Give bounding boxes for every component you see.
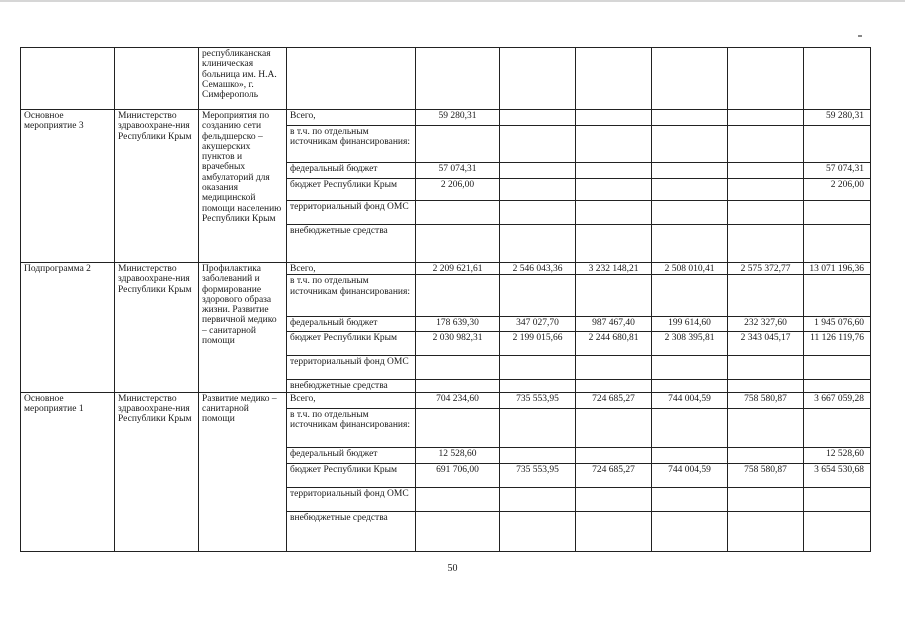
- year-value-cell: [728, 179, 804, 201]
- year-value-cell: [500, 380, 576, 392]
- row-program-cell: Основное мероприятие 3: [21, 110, 115, 263]
- page-number: 50: [447, 563, 458, 574]
- year-value-cell: [728, 380, 804, 392]
- year-value-cell: [652, 511, 728, 551]
- year-value-cell: 987 467,40: [576, 317, 652, 332]
- year-value-cell: 704 234,60: [416, 392, 500, 408]
- funding-source-cell: в т.ч. по отдельным источникам финансирования:: [287, 126, 416, 163]
- total-value-cell: 1 945 076,60: [804, 317, 871, 332]
- year-value-cell: [416, 408, 500, 447]
- year-value-cell: [652, 447, 728, 463]
- year-value-cell: [652, 356, 728, 380]
- year-value-cell: [576, 126, 652, 163]
- carry-over-row: [21, 48, 871, 110]
- year-value-cell: [576, 201, 652, 225]
- total-value-cell: 2 206,00: [804, 179, 871, 201]
- year-value-cell: 2 206,00: [416, 179, 500, 201]
- year-value-cell: [728, 201, 804, 225]
- year-value-cell: [652, 110, 728, 126]
- year-value-cell: [728, 126, 804, 163]
- total-value-cell: 11 126 119,76: [804, 332, 871, 356]
- year-value-cell: [500, 201, 576, 225]
- year-value-cell: [728, 225, 804, 263]
- year-value-cell: [416, 225, 500, 263]
- funding-source-cell: федеральный бюджет: [287, 317, 416, 332]
- cell-value: [652, 48, 728, 110]
- year-value-cell: 735 553,95: [500, 463, 576, 487]
- year-value-cell: [500, 225, 576, 263]
- year-value-cell: 744 004,59: [652, 392, 728, 408]
- year-value-cell: [416, 356, 500, 380]
- row-executor-cell: Министерство здравоохране-ния Республики Крым: [115, 392, 199, 551]
- row-activity-name-cell: Развитие медико – санитарной помощи: [199, 392, 287, 551]
- year-value-cell: [728, 408, 804, 447]
- year-value-cell: [652, 179, 728, 201]
- table-row: [21, 110, 871, 126]
- funding-source-cell: внебюджетные средства: [287, 511, 416, 551]
- total-value-cell: 59 280,31: [804, 110, 871, 126]
- cell-value: [416, 48, 500, 110]
- year-value-cell: [728, 447, 804, 463]
- cell-executor: [115, 48, 199, 110]
- year-value-cell: [416, 487, 500, 511]
- year-value-cell: [500, 356, 576, 380]
- year-value-cell: 2 508 010,41: [652, 263, 728, 275]
- total-value-cell: [804, 275, 871, 317]
- table-row: [21, 392, 871, 408]
- year-value-cell: [576, 487, 652, 511]
- funding-source-cell: в т.ч. по отдельным источникам финансирования:: [287, 275, 416, 317]
- year-value-cell: [652, 201, 728, 225]
- total-value-cell: [804, 511, 871, 551]
- year-value-cell: 758 580,87: [728, 392, 804, 408]
- total-value-cell: [804, 356, 871, 380]
- total-value-cell: [804, 126, 871, 163]
- year-value-cell: 2 546 043,36: [500, 263, 576, 275]
- year-value-cell: [652, 126, 728, 163]
- year-value-cell: [652, 380, 728, 392]
- year-value-cell: [576, 356, 652, 380]
- year-value-cell: 178 639,30: [416, 317, 500, 332]
- year-value-cell: [500, 275, 576, 317]
- funding-source-cell: территориальный фонд ОМС: [287, 487, 416, 511]
- year-value-cell: [576, 408, 652, 447]
- year-value-cell: [652, 408, 728, 447]
- total-value-cell: 3 654 530,68: [804, 463, 871, 487]
- year-value-cell: [416, 275, 500, 317]
- year-value-cell: 59 280,31: [416, 110, 500, 126]
- year-value-cell: 2 209 621,61: [416, 263, 500, 275]
- cell-value: [728, 48, 804, 110]
- year-value-cell: [652, 487, 728, 511]
- row-program-cell: Подпрограмма 2: [21, 263, 115, 393]
- year-value-cell: 2 199 015,66: [500, 332, 576, 356]
- year-value-cell: [728, 511, 804, 551]
- funding-source-cell: бюджет Республики Крым: [287, 179, 416, 201]
- year-value-cell: [500, 126, 576, 163]
- year-value-cell: [576, 275, 652, 317]
- cell-value: [576, 48, 652, 110]
- total-value-cell: [804, 201, 871, 225]
- year-value-cell: 735 553,95: [500, 392, 576, 408]
- table-row: [21, 263, 871, 275]
- row-activity-name-cell: Мероприятия по созданию сети фельдшерско – акушерских пунктов и врачебных амбулаторий для оказания медицинской помощи населению Республики Крым: [199, 110, 287, 263]
- total-value-cell: 3 667 059,28: [804, 392, 871, 408]
- funding-source-cell: бюджет Республики Крым: [287, 332, 416, 356]
- year-value-cell: [576, 511, 652, 551]
- cell-value: [500, 48, 576, 110]
- year-value-cell: 724 685,27: [576, 463, 652, 487]
- cell-total: [804, 48, 871, 110]
- year-value-cell: 3 232 148,21: [576, 263, 652, 275]
- total-value-cell: [804, 487, 871, 511]
- year-value-cell: [500, 408, 576, 447]
- row-executor-cell: Министерство здравоохране-ния Республики Крым: [115, 110, 199, 263]
- year-value-cell: 2 308 395,81: [652, 332, 728, 356]
- funding-source-cell: в т.ч. по отдельным источникам финансирования:: [287, 408, 416, 447]
- year-value-cell: [416, 201, 500, 225]
- year-value-cell: [500, 511, 576, 551]
- year-value-cell: 12 528,60: [416, 447, 500, 463]
- total-value-cell: [804, 408, 871, 447]
- year-value-cell: [576, 225, 652, 263]
- total-value-cell: 12 528,60: [804, 447, 871, 463]
- year-value-cell: 691 706,00: [416, 463, 500, 487]
- year-value-cell: 2 030 982,31: [416, 332, 500, 356]
- funding-source-cell: территориальный фонд ОМС: [287, 356, 416, 380]
- year-value-cell: [500, 447, 576, 463]
- scan-edge-line: [0, 0, 905, 2]
- funding-source-cell: Всего,: [287, 263, 416, 275]
- row-executor-cell: Министерство здравоохране-ния Республики Крым: [115, 263, 199, 393]
- row-program-cell: Основное мероприятие 1: [21, 392, 115, 551]
- year-value-cell: [500, 163, 576, 179]
- year-value-cell: [576, 447, 652, 463]
- year-value-cell: [576, 179, 652, 201]
- total-value-cell: 13 071 196,36: [804, 263, 871, 275]
- year-value-cell: 232 327,60: [728, 317, 804, 332]
- year-value-cell: [576, 380, 652, 392]
- cell-program: [21, 48, 115, 110]
- funding-source-cell: Всего,: [287, 392, 416, 408]
- year-value-cell: 347 027,70: [500, 317, 576, 332]
- funding-source-cell: бюджет Республики Крым: [287, 463, 416, 487]
- year-value-cell: [652, 275, 728, 317]
- year-value-cell: 2 244 680,81: [576, 332, 652, 356]
- funding-source-cell: федеральный бюджет: [287, 447, 416, 463]
- carry-over-name: республиканская клиническая больница им. Н.А. Семашко», г. Симферополь: [199, 48, 287, 110]
- total-value-cell: [804, 380, 871, 392]
- year-value-cell: [500, 179, 576, 201]
- cell-source: [287, 48, 416, 110]
- funding-source-cell: федеральный бюджет: [287, 163, 416, 179]
- year-value-cell: 199 614,60: [652, 317, 728, 332]
- total-value-cell: 57 074,31: [804, 163, 871, 179]
- year-value-cell: [576, 163, 652, 179]
- year-value-cell: [728, 275, 804, 317]
- year-value-cell: 758 580,87: [728, 463, 804, 487]
- year-value-cell: 744 004,59: [652, 463, 728, 487]
- funding-source-cell: Всего,: [287, 110, 416, 126]
- funding-source-cell: территориальный фонд ОМС: [287, 201, 416, 225]
- year-value-cell: 724 685,27: [576, 392, 652, 408]
- scan-mark: [858, 35, 862, 37]
- year-value-cell: [500, 487, 576, 511]
- funding-source-cell: внебюджетные средства: [287, 225, 416, 263]
- year-value-cell: [728, 487, 804, 511]
- total-value-cell: [804, 225, 871, 263]
- year-value-cell: 2 575 372,77: [728, 263, 804, 275]
- year-value-cell: [500, 110, 576, 126]
- year-value-cell: 57 074,31: [416, 163, 500, 179]
- year-value-cell: [576, 110, 652, 126]
- year-value-cell: [652, 163, 728, 179]
- funding-table: [20, 47, 871, 552]
- year-value-cell: [416, 380, 500, 392]
- year-value-cell: [728, 356, 804, 380]
- year-value-cell: [652, 225, 728, 263]
- funding-source-cell: внебюджетные средства: [287, 380, 416, 392]
- year-value-cell: [416, 126, 500, 163]
- year-value-cell: [416, 511, 500, 551]
- year-value-cell: 2 343 045,17: [728, 332, 804, 356]
- row-activity-name-cell: Профилактика заболеваний и формирование здорового образа жизни. Развитие первичной медико – санитарной помощи: [199, 263, 287, 393]
- year-value-cell: [728, 110, 804, 126]
- year-value-cell: [728, 163, 804, 179]
